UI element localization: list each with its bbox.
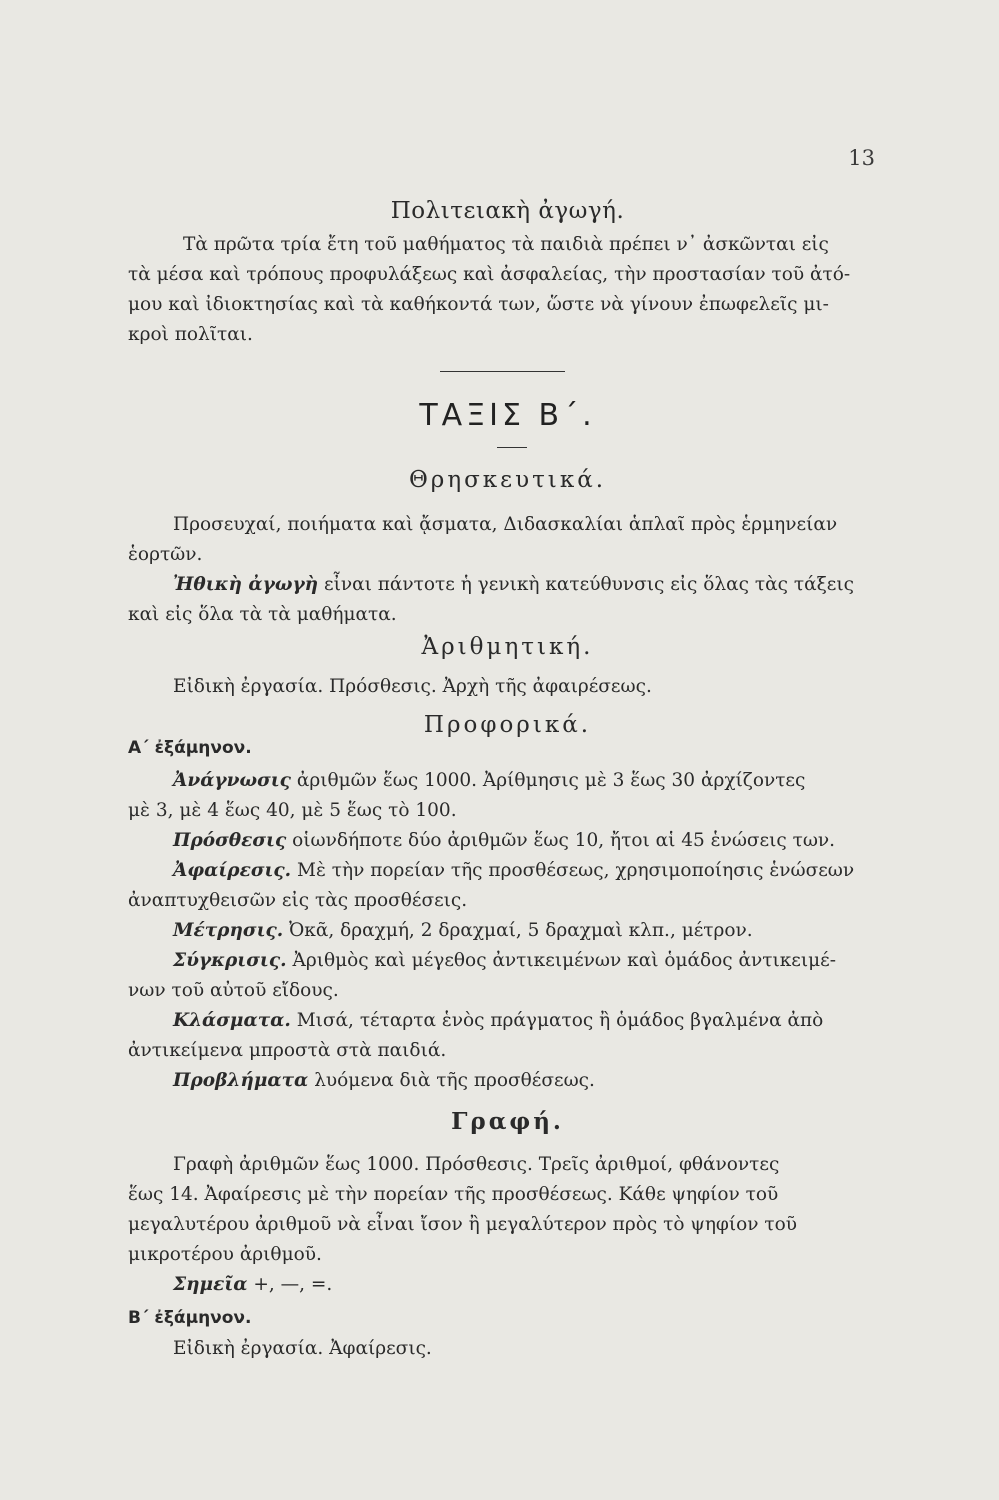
reading-line-2: μὲ 3, μὲ 4 ἕως 40, μὲ 5 ἕως τὸ 100. <box>128 800 457 821</box>
subtraction-line-1: Ἀφαίρεσις. Μὲ τὴν πορείαν τῆς προσθέσεως, χρησιμοποίησις ἑνώσεων <box>173 860 855 881</box>
addition-term: Πρόσθεσις <box>173 830 287 851</box>
writing-line-2: ἕως 14. Ἀφαίρεσις μὲ τὴν πορείαν τῆς προσθέσεως. Κάθε ψηφίον τοῦ <box>128 1184 779 1205</box>
arithmetic-intro: Εἰδικὴ ἐργασία. Πρόσθεσις. Ἀρχὴ τῆς ἀφαιρέσεως. <box>173 676 652 697</box>
page-number: 13 <box>848 146 875 170</box>
semester-b-label: Β΄ ἐξάμηνον. <box>128 1308 252 1328</box>
measure-term: Μέτρησις. <box>173 920 284 941</box>
writing-paragraph <box>128 1150 888 1300</box>
closing-line: Εἰδικὴ ἐργασία. Ἀφαίρεσις. <box>173 1338 432 1359</box>
compare-term: Σύγκρισις. <box>173 950 287 971</box>
writing-line-1: Γραφὴ ἀριθμῶν ἕως 1000. Πρόσθεσις. Τρεῖς ἀριθμοί, φθάνοντες <box>173 1154 780 1175</box>
section-title-religion: Θρησκευτικά. <box>408 467 607 493</box>
subtraction-term: Ἀφαίρεσις. <box>173 860 292 881</box>
civic-line-2: τὰ μέσα καὶ τρόπους προφυλάξεως καὶ ἀσφαλείας, τὴν προστασίαν τοῦ ἀτό- <box>128 264 851 285</box>
religion-paragraph <box>128 510 888 630</box>
signs-term: Σημεῖα <box>173 1274 248 1295</box>
writing-line-3: μεγαλυτέρου ἀριθμοῦ νὰ εἶναι ἴσον ἢ μεγαλύτερον πρὸς τὸ ψηφίον τοῦ <box>128 1214 798 1235</box>
problems-term: Προβλήματα <box>173 1070 309 1091</box>
arithmetic-paragraph <box>128 766 888 1096</box>
signs-line: Σημεῖα +, —, =. <box>173 1274 333 1295</box>
reading-line-1: Ἀνάγνωσις ἀριθμῶν ἕως 1000. Ἀρίθμησις μὲ 3 ἕως 30 ἀρχίζοντες <box>173 770 806 791</box>
religion-line-2: ἑορτῶν. <box>128 544 203 565</box>
civic-line-4: κροὶ πολῖται. <box>128 324 253 345</box>
ethics-line-2: καὶ εἰς ὅλα τὰ τὰ μαθήματα. <box>128 604 397 625</box>
fractions-line-2: ἀντικείμενα μπροστὰ στὰ παιδιά. <box>128 1040 447 1061</box>
fractions-term: Κλάσματα. <box>173 1010 291 1031</box>
writing-line-4: μικροτέρου ἀριθμοῦ. <box>128 1244 322 1265</box>
section-title-writing: Γραφή. <box>451 1108 564 1135</box>
ethics-line-1: Ἠθικὴ ἀγωγὴ εἶναι πάντοτε ἡ γενικὴ κατεύθυνσις εἰς ὅλας τὰς τάξεις <box>173 574 854 595</box>
subtraction-line-2: ἀναπτυχθεισῶν εἰς τὰς προσθέσεις. <box>128 890 468 911</box>
compare-line-2: νων τοῦ αὐτοῦ εἴδους. <box>128 980 339 1001</box>
religion-line-1: Προσευχαί, ποιήματα καὶ ᾄσματα, Διδασκαλίαι ἁπλαῖ πρὸς ἑρμηνείαν <box>173 514 838 535</box>
measure-line: Μέτρησις. Ὀκᾶ, δραχμή, 2 δραχμαί, 5 δραχμαὶ κλπ., μέτρον. <box>173 920 753 941</box>
ethics-term: Ἠθικὴ ἀγωγὴ <box>173 574 319 595</box>
civic-paragraph <box>128 230 888 350</box>
section-divider <box>440 371 565 372</box>
addition-line: Πρόσθεσις οἱωνδήποτε δύο ἀριθμῶν ἕως 10, ἤτοι αἱ 45 ἑνώσεις των. <box>173 830 836 851</box>
fractions-line-1: Κλάσματα. Μισά, τέταρτα ἑνὸς πράγματος ἢ ὁμάδος βγαλμένα ἀπὸ <box>173 1010 824 1031</box>
reading-term: Ἀνάγνωσις <box>173 770 291 791</box>
class-title-underline <box>497 447 527 448</box>
civic-line-1: Τὰ πρῶτα τρία ἔτη τοῦ μαθήματος τὰ παιδιὰ πρέπει ν᾿ ἀσκῶνται εἰς <box>183 234 829 255</box>
compare-line-1: Σύγκρισις. Ἀριθμὸς καὶ μέγεθος ἀντικειμένων καὶ ὁμάδος ἀντικειμέ- <box>173 950 836 971</box>
civic-line-3: μου καὶ ἰδιοκτησίας καὶ τὰ καθήκοντά των, ὥστε νὰ γίνουν ἐπωφελεῖς μι- <box>128 294 829 315</box>
section-title-oral: Προφορικά. <box>423 712 592 738</box>
problems-line: Προβλήματα λυόμενα διὰ τῆς προσθέσεως. <box>173 1070 595 1091</box>
semester-a-label: Α΄ ἐξάμηνον. <box>128 738 252 758</box>
class-title: ΤΑΞΙΣ Β΄. <box>419 398 596 433</box>
section-title-civic: Πολιτειακὴ ἀγωγή. <box>390 198 625 224</box>
section-title-arithmetic: Ἀριθμητική. <box>421 634 594 660</box>
